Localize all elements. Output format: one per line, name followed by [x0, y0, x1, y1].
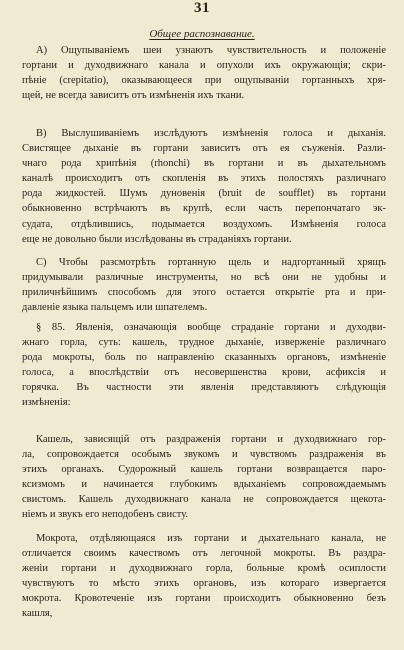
text-line: измѣненія: — [22, 397, 71, 409]
text-line: щей, не всегда зависитъ отъ измѣненія ихъ ткани. — [22, 90, 245, 102]
text-line: давленіе языка пальцемъ или шпателемъ. — [22, 302, 208, 314]
text-line: гортани и духодвижнаго канала и опухоли ихъ окружающія; скри- — [22, 60, 386, 72]
text-line: обыкновенно встрѣчаютъ въ крупѣ, если часть перепончатаго эк- — [22, 203, 386, 215]
section-title: Общее распознавание. — [149, 28, 255, 40]
text-line: ксизмомъ и начинается глубокимъ вдыханіемъ сопровождаемымъ — [22, 479, 386, 491]
paragraph-a-palpation — [22, 43, 386, 103]
text-line: Мокрота, отдѣляющаяся изъ гортани и дыхательнаго канала, не — [36, 533, 386, 544]
text-line: женіи гортани и духодвижнаго горла, больные кромѣ осиплости — [22, 563, 386, 575]
text-line: Свистящее дыханіе въ гортани зависитъ отъ ея съуженія. Разли- — [22, 143, 386, 155]
page-number: 31 — [194, 0, 210, 16]
text-line: отличается своимъ качествомъ отъ легочной мокроты. Въ раздра- — [22, 548, 386, 560]
text-line: свистомъ. Кашель духодвижнаго канала не сопровождается щекота- — [22, 494, 386, 506]
paragraph-c-inspection — [22, 255, 386, 315]
paragraph-b-auscultation — [22, 126, 386, 247]
text-line: C) Чтобы разсмотрѣть гортанную щель и надгортанный хрящъ — [36, 257, 386, 268]
text-line: приличнѣйшимъ способомъ для этого остается открытіе рта и при- — [22, 287, 386, 299]
text-line: рода жидкостей. Шумъ дуновенія (bruit de soufflet) въ гортани — [22, 188, 386, 200]
text-line: кашля, — [22, 608, 53, 620]
text-line: рода мокроты, боль по направленію сказанныхъ органовъ, измѣненіе — [22, 352, 386, 364]
text-line: мокрота. Кровотеченіе изъ гортани происходитъ обыкновенно безъ — [22, 593, 386, 605]
text-line: придумывали различные инструменты, но всѣ они не удобны и — [22, 272, 386, 284]
text-line: каналѣ происходитъ отъ скопленія въ этихъ полостяхъ различнаго — [22, 173, 386, 185]
text-line: чувствуютъ то мѣсто этихъ органовъ, изъ котораго извергается — [22, 578, 386, 590]
text-line: горячка. Въ частности эти явленія представляютъ слѣдующія — [22, 382, 386, 394]
text-line: судата, отдѣлившись, подымается воздухомъ. Измѣненія голоса — [22, 218, 386, 230]
text-line: ла, сопровождается особымъ звукомъ и чувствомъ раздраженія въ — [22, 449, 386, 461]
text-line: голоса, а впослѣдствіи отъ несовершенства крови, асфиксія и — [22, 367, 386, 379]
paragraph-section-85 — [22, 320, 386, 411]
paragraph-cough — [22, 432, 386, 523]
text-line: этихъ органахъ. Судорожный кашель гортани возвращается паро- — [22, 464, 386, 476]
text-line: A) Ощупываніемъ шеи узнаютъ чувствительность и положеніе — [36, 45, 386, 56]
text-line: жнаго горла, суть: кашель, трудное дыханіе, изверженіе различнаго — [22, 337, 386, 349]
text-line: чнаго рода хрипѣнія (rhonchi) въ гортани и въ дыхательномъ — [22, 158, 386, 170]
text-line: § 85. Явленія, означающія вообще страданіе гортани и духодви- — [36, 322, 386, 333]
text-line: еще не довольно были изслѣдованы въ страданіяхъ гортани. — [22, 233, 292, 245]
text-line: Кашель, зависящій отъ раздраженія гортани и духодвижнаго гор- — [36, 434, 386, 445]
text-line: пѣніе (crepitatio), оказывающееся при ощупываніи гортанныхъ хря- — [22, 75, 386, 87]
text-line: ніемъ и звукъ его неподобенъ свисту. — [22, 509, 189, 521]
text-line: B) Выслушиваніемъ изслѣдуютъ измѣненія голоса и дыханія. — [36, 128, 386, 139]
paragraph-sputum — [22, 531, 386, 622]
